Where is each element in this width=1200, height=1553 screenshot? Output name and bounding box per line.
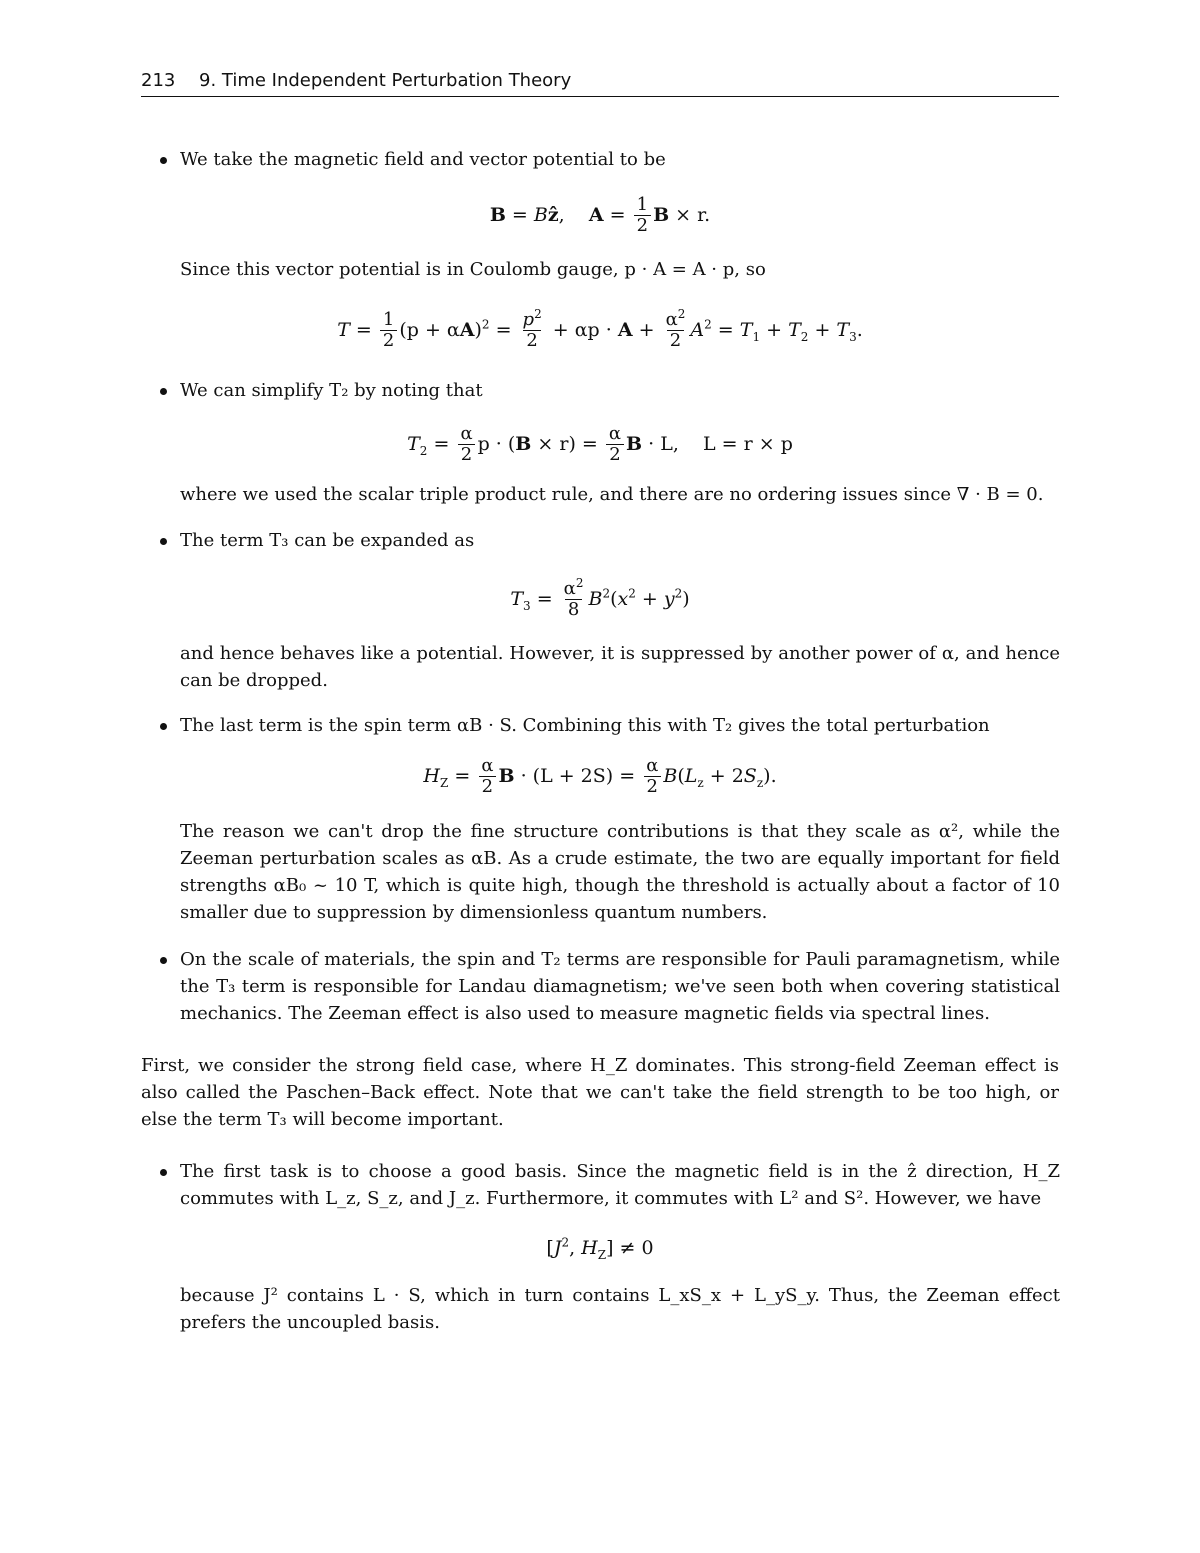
- paragraph: because J² contains L · S, which in turn contains L_xS_x + L_yS_y. Thus, the Zeeman effect prefers the uncoupled basis.: [180, 1285, 1060, 1333]
- paragraph: The last term is the spin term αB · S. Combining this with T₂ gives the total perturbation: [180, 715, 990, 736]
- paragraph: The reason we can't drop the fine structure contributions is that they scale as α², while the Zeeman perturbation scales as αB. As a crude estimate, the two are equally important for field strengths αB₀ ~ 10 T, which is quite high, though the threshold is actually about a factor of 10 smaller due to suppression by dimensionless quantum numbers.: [180, 821, 1060, 923]
- bullet-icon: [158, 377, 172, 404]
- paragraph: We can simplify T₂ by noting that: [180, 380, 483, 401]
- bullet-icon: [158, 946, 172, 973]
- equation: T = $\frac{1}{2}$ $(p + \alpha A)^2$ = $\frac{p^2}{2}$ + αp · A + $\frac{\alpha^2}{2}$ $A^2 = T_1 + T_2 + T_3$.: [337, 307, 863, 351]
- equation: $H_Z$ = $\frac{\alpha}{2}$ B · (L + 2S) = $\frac{\alpha}{2}$ $B(L_z + 2S_z)$.: [423, 755, 777, 797]
- header-rule: [141, 96, 1059, 97]
- chapter-title: 9. Time Independent Perturbation Theory: [199, 70, 572, 91]
- equation: B = Bẑ, A = $\frac{1}{2}$ B × r.: [489, 194, 711, 236]
- equation: $T_2$ = $\frac{\alpha}{2}$ p · (B × r) = $\frac{\alpha}{2}$ B · L, L = r × p: [407, 423, 793, 465]
- paragraph: On the scale of materials, the spin and T₂ terms are responsible for Pauli paramagnetism, while the T₃ term is responsible for Landau diamagnetism; we've seen both when covering statistical mechanics. The Zeeman effect is also used to measure magnetic fields via spectral lines.: [180, 949, 1060, 1024]
- paragraph: The first task is to choose a good basis. Since the magnetic field is in the ẑ direction, H_Z commutes with L_z, S_z, and J_z. Furthermore, it commutes with L² and S². However, we have: [180, 1161, 1060, 1209]
- running-header: [141, 70, 1059, 96]
- paragraph: We take the magnetic field and vector potential to be: [180, 149, 666, 170]
- equation: [$J^2$, $H_Z] \ne 0$: [546, 1235, 654, 1262]
- bullet-icon: [158, 146, 172, 173]
- bullet-icon: [158, 1158, 172, 1185]
- page-number: 213: [141, 70, 176, 91]
- paragraph: and hence behaves like a potential. However, it is suppressed by another power of α, and hence can be dropped.: [180, 643, 1060, 691]
- equation: $T_3$ = $\frac{\alpha^2}{8}$ $B^2(x^2 + y^2)$: [510, 576, 690, 620]
- paragraph: First, we consider the strong field case, where H_Z dominates. This strong-field Zeeman effect is also called the Paschen–Back effect. Note that we can't take the field strength to be too high, or else the term T₃ will become important.: [141, 1055, 1059, 1130]
- bullet-icon: [158, 527, 172, 554]
- paragraph: The term T₃ can be expanded as: [180, 530, 475, 551]
- paragraph: Since this vector potential is in Coulomb gauge, p · A = A · p, so: [180, 259, 766, 280]
- bullet-icon: [158, 712, 172, 739]
- paragraph: where we used the scalar triple product rule, and there are no ordering issues since ∇ · B = 0.: [180, 484, 1044, 505]
